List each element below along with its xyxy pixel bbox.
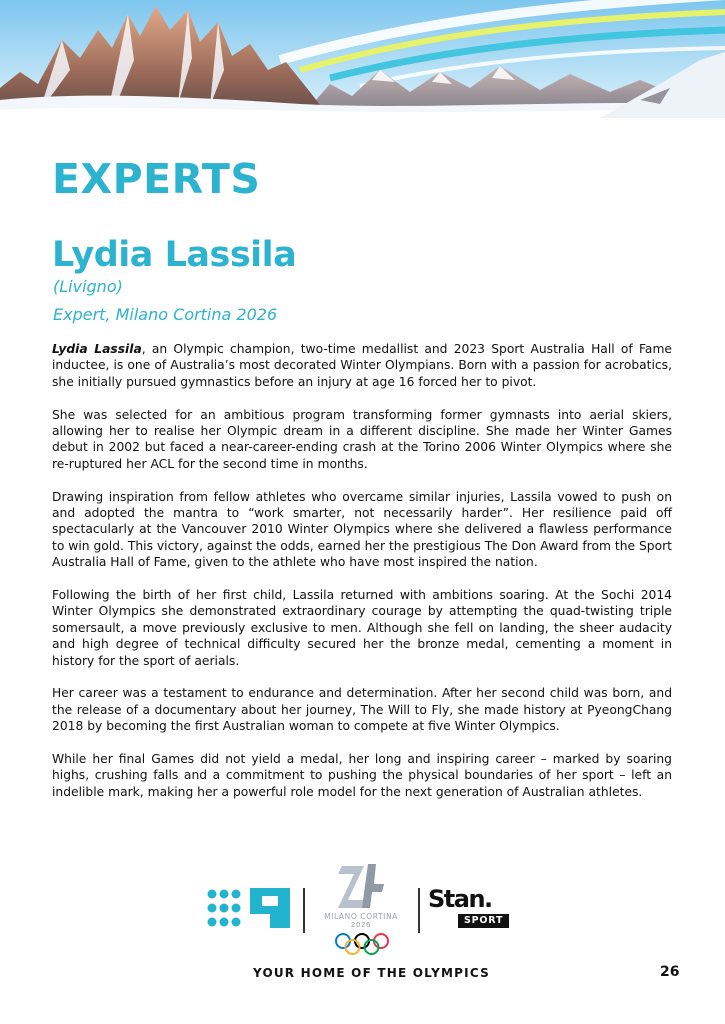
- stan-sport-logo: [428, 886, 523, 932]
- games-name: MILANO CORTINA: [324, 912, 398, 921]
- bio-paragraph-1: [52, 341, 672, 390]
- games-year: 2026: [350, 921, 372, 929]
- footer-tagline: YOUR HOME OF THE OLYMPICS: [253, 966, 490, 980]
- page-number: 26: [660, 964, 680, 980]
- milano-cortina-logo: [312, 858, 410, 958]
- expert-location: (Livigno): [53, 277, 123, 296]
- olympic-rings-icon: [334, 932, 390, 956]
- bio-paragraph-4: Following the birth of her first child, Lassila returned with ambitions soaring. At the Sochi 2014 Winter Olympics she demonstrated extraordinary courage by attempting the quad-twisting triple somersault, a move previously exclusive to men. Although she fell on landing, the sheer audacity and high degree of technical difficulty secured her the bronze medal, cementing a moment in history for the sport of aerials.: [52, 588, 672, 668]
- bio-paragraph-5: Her career was a testament to endurance and determination. After her second child was born, and the release of a documentary about her journey, The Will to Fly, she made history at PyeongChang 2018 by becoming the first Australian woman to compete at five Winter Olympics.: [52, 686, 672, 734]
- bio-paragraph-6: While her final Games did not yield a medal, her long and inspiring career – marked by soaring highs, crushing falls and a commitment to pushing the physical boundaries of her sport – left an indelible mark, making her a powerful role model for the next generation of Australian athletes.: [52, 752, 672, 799]
- bio-paragraph-2: She was selected for an ambitious program transforming former gymnasts into aerial skiers, allowing her to realise her Olympic dream in a different discipline. She made her Winter Games debut in 2002 but faced a near-career-ending crash at the Torino 2006 Winter Olympics where she re-ruptured her ACL for the second time in months.: [52, 407, 672, 471]
- stan-wordmark: Stan.: [428, 885, 492, 913]
- games-emblem-icon: [334, 860, 390, 912]
- bio-paragraph-1-text: , an Olympic champion, two-time medallist and 2023 Sport Australia Hall of Fame inductee, is one of Australia’s most decorated Winter Olympians. Born with a passion for acrobatics, she initially pursued gymnastics before an injury at age 16 forced her to pivot.: [52, 342, 672, 389]
- section-heading: EXPERTS: [52, 155, 261, 203]
- bio-paragraph-3: Drawing inspiration from fellow athletes who overcame similar injuries, Lassila vowed to push on and adopted the mantra to “work smarter, not necessarily harder”. Her resilience paid off spectacularly at the Vancouver 2010 Winter Olympics where she delivered a flawless performance to win gold. This victory, against the odds, earned her the prestigious The Don Award from the Sport Australia Hall of Fame, given to the athlete who have most inspired the nation.: [52, 489, 672, 570]
- mountain-banner: [0, 0, 725, 118]
- channel-nine-logo: [206, 886, 294, 930]
- expert-name: Lydia Lassila: [52, 235, 297, 275]
- logo-divider-right: [418, 888, 420, 933]
- biography: [52, 341, 672, 817]
- expert-role: Expert, Milano Cortina 2026: [53, 305, 278, 324]
- bio-lead-name: Lydia Lassila: [52, 342, 142, 356]
- logo-divider-left: [303, 888, 305, 933]
- sport-badge: SPORT: [458, 914, 509, 928]
- sponsor-logos: [200, 858, 530, 958]
